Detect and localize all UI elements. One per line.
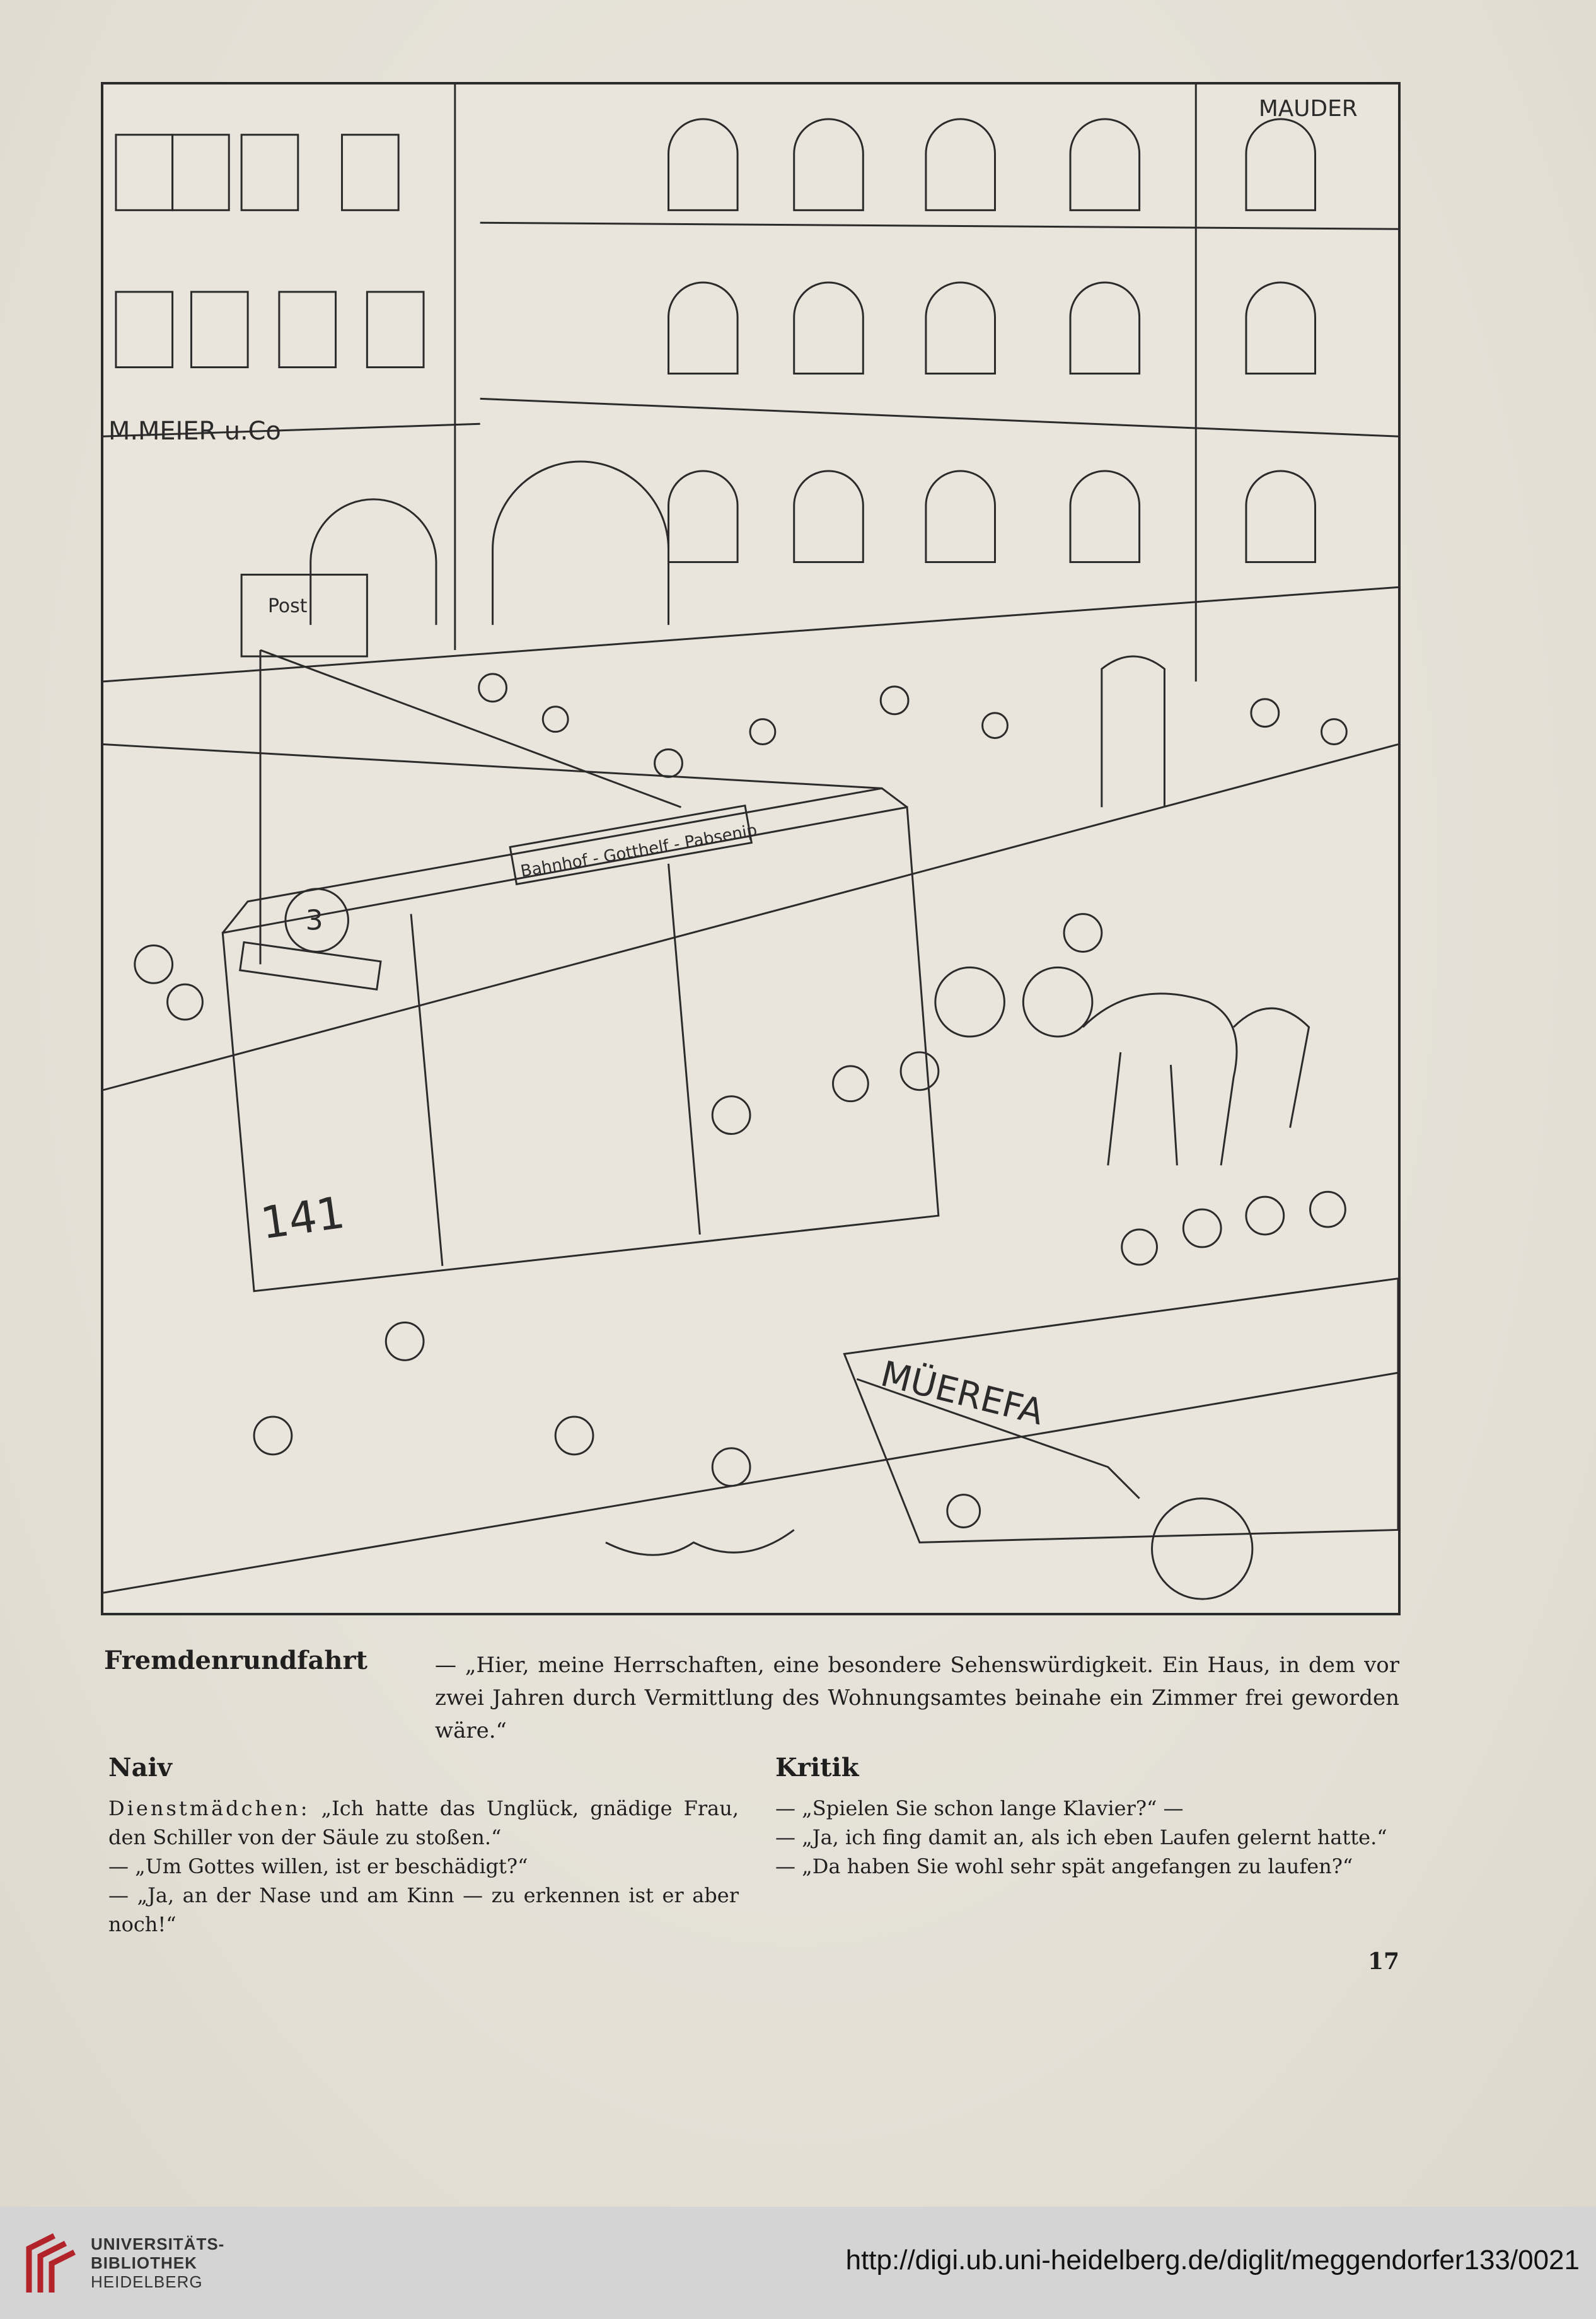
library-name [91,2235,224,2291]
article-line: — „Um Gottes willen, ist er beschädigt?“ [108,1854,528,1878]
article-line: — „Da haben Sie wohl sehr spät angefangen zu laufen?“ [775,1854,1353,1878]
artist-signature: MAUDER [1258,95,1358,122]
caption-title: Fremdenrundfahrt [104,1646,368,1675]
ink-drawing [103,84,1398,1613]
page-number: 17 [1368,1948,1400,1975]
shop-sign: M.MEIER u.Co [108,417,281,446]
library-footer [0,2207,1596,2319]
article-line [108,1794,739,1852]
article-line: — „Ja, an der Nase und am Kinn — zu erkennen ist er aber noch!“ [108,1883,739,1936]
article-naiv [108,1753,739,1939]
library-name-line: BIBLIOTHEK [91,2253,197,2272]
source-url-link[interactable]: http://digi.ub.uni-heidelberg.de/diglit/meggendorfer133/0021 [845,2245,1580,2275]
library-name-line: UNIVERSITÄTS- [91,2235,225,2253]
article-kritik [775,1753,1406,1881]
article-text: „Ich hatte das Unglück, gnädige Frau, den Schiller von der Säule zu stoßen.“ [108,1796,739,1849]
street-scene-illustration [101,82,1401,1615]
speaker-label: Dienstmädchen: [108,1796,310,1820]
tram-number: 141 [257,1187,348,1250]
caption-text: — „Hier, meine Herrschaften, eine besondere Sehenswürdigkeit. Ein Haus, in dem vor zwei Jahren durch Vermittlung des Wohnungsamtes beinahe ein Zimmer frei geworden wäre.“ [435,1653,1399,1743]
truck-lettering: MÜEREFA [876,1353,1048,1434]
university-library-logo-icon [16,2229,79,2299]
article-line: — „Spielen Sie schon lange Klavier?“ — [775,1796,1184,1820]
tram-route-number: 3 [305,904,323,937]
article-title: Naiv [108,1753,172,1782]
post-sign: Post [267,595,308,618]
article-title: Kritik [775,1753,859,1782]
article-line: — „Ja, ich fing damit an, als ich eben Laufen gelernt hatte.“ [775,1825,1387,1849]
library-name-line: HEIDELBERG [91,2272,203,2291]
tram-destination-sign: Bahnhof - Gotthelf - Pabsenip [519,821,759,881]
